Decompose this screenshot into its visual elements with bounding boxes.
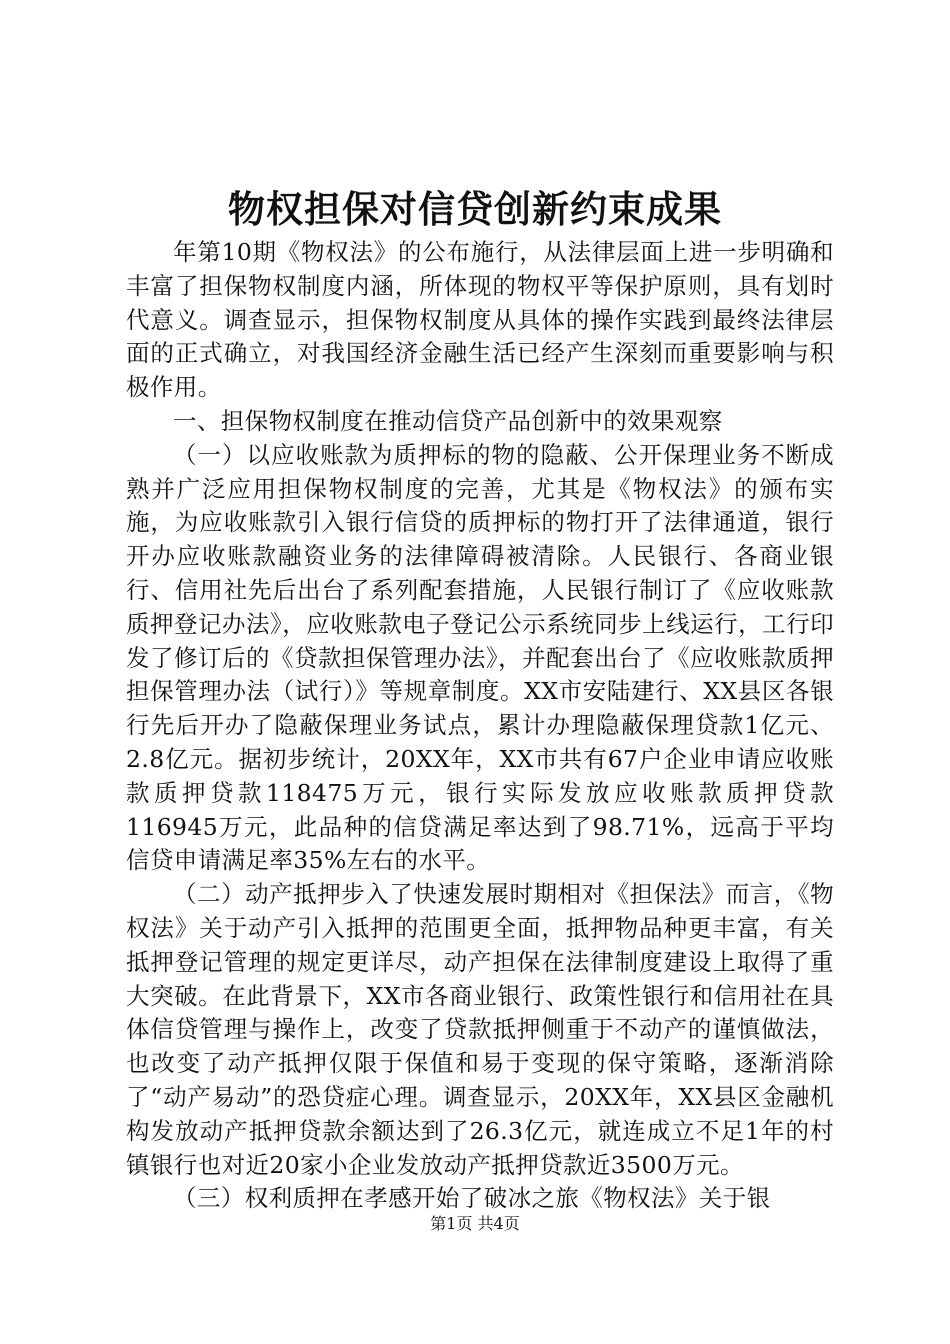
section-heading-1: 一、担保物权制度在推动信贷产品创新中的效果观察 [173, 406, 723, 435]
paragraph-intro: 年第10期《物权法》的公布施行，从法律层面上进一步明确和丰富了担保物权制度内涵，所体现的物权平等保护原则，具有划时代意义。调查显示，担保物权制度从具体的操作实践到最终法律层面的正式确立，对我国经济金融生活已经产生深刻而重要影响与积极作用。 [126, 238, 834, 402]
document-body [126, 236, 834, 1216]
document-title: 物权担保对信贷创新约束成果 [228, 187, 722, 231]
paragraph-movable-mortgage: （二）动产抵押步入了快速发展时期相对《担保法》而言，《物权法》关于动产引入抵押的范围更全面，抵押物品种更丰富，有关抵押登记管理的规定更详尽，动产担保在法律制度建设上取得了重大突破。在此背景下，XX市各商业银行、政策性银行和信用社在具体信贷管理与操作上，改变了贷款抵押侧重于不动产的谨慎做法，也改变了动产抵押仅限于保值和易于变现的保守策略，逐渐消除了“动产易动”的恐贷症心理。调查显示，20XX年，XX县区金融机构发放动产抵押贷款余额达到了26.3亿元，就连成立不足1年的村镇银行也对近20家小企业发放动产抵押贷款近3500万元。 [126, 880, 834, 1179]
page-footer: 第1页 共4页 [430, 1214, 520, 1233]
paragraph-receivables-pledge: （一）以应收账款为质押标的物的隐蔽、公开保理业务不断成熟并广泛应用担保物权制度的完善，尤其是《物权法》的颁布实施，为应收账款引入银行信贷的质押标的物打开了法律通道，银行开办应收账款融资业务的法律障碍被清除。人民银行、各商业银行、信用社先后出台了系列配套措施，人民银行制订了《应收账款质押登记办法》，应收账款电子登记公示系统同步上线运行，工行印发了修订后的《贷款担保管理办法》，并配套出台了《应收账款质押担保管理办法（试行）》等规章制度。XX市安陆建行、XX县区各银行先后开办了隐蔽保理业务试点，累计办理隐蔽保理贷款1亿元、2.8亿元。据初步统计，20XX年，XX市共有67户企业申请应收账款质押贷款118475万元，银行实际发放应收账款质押贷款116945万元，此品种的信贷满足率达到了98.71%，远高于平均信贷申请满足率35%左右的水平。 [126, 440, 834, 875]
paragraph-rights-pledge: （三）权利质押在孝感开始了破冰之旅《物权法》关于银 [173, 1184, 771, 1213]
